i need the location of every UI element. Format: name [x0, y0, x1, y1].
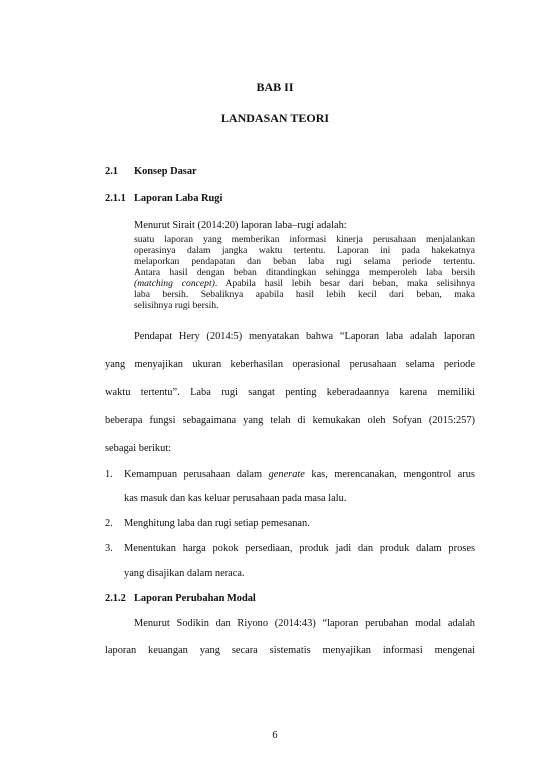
paragraph-line: Pendapat Hery (2014:5) menyatakan bahwa “Laporan laba adalah laporan: [134, 331, 475, 342]
chapter-heading: BAB II: [256, 80, 294, 94]
quote-line: laba bersih. Sebaliknya apabila hasil lebih kecil dari beban, maka: [134, 289, 475, 300]
page-number: 6: [272, 730, 278, 741]
subsection-title: Laporan Perubahan Modal: [134, 593, 256, 604]
list-item-continuation: kas masuk dan kas keluar perusahaan pada masa lalu.: [124, 493, 347, 504]
list-number: 3.: [105, 543, 113, 554]
paragraph-line: Menurut Sodikin dan Riyono (2014:43) “laporan perubahan modal adalah: [134, 618, 475, 629]
quote-line: suatu laporan yang memberikan informasi kinerja perusahaan menjalankan: [134, 234, 475, 245]
subsection-number: 2.1.1: [105, 193, 126, 204]
section-title: Konsep Dasar: [134, 166, 197, 177]
quote-line: melaporkan pendapatan dan beban laba rugi selama periode tertentu.: [134, 256, 475, 267]
quote-line-rest: . Apabila hasil lebih besar dari beban, maka selisihnya: [214, 278, 475, 289]
list-italic-term: generate: [268, 469, 305, 480]
list-item-text: Kemampuan perusahaan dalam generate kas, merencanakan, mengontrol arus: [124, 469, 475, 480]
list-number: 2.: [105, 518, 113, 529]
list-item-continuation: yang disajikan dalam neraca.: [124, 568, 245, 579]
paragraph-line: yang menyajikan ukuran keberhasilan operasional perusahaan selama periode: [105, 359, 475, 370]
list-number: 1.: [105, 469, 113, 480]
chapter-title: LANDASAN TEORI: [220, 111, 330, 125]
paragraph-line: waktu tertentu”. Laba rugi sangat penting keberadaannya karena memiliki: [105, 387, 475, 398]
quote-line: [134, 278, 475, 289]
paragraph-line: sebagai berikut:: [105, 443, 172, 454]
quote-line: selisihnya rugi bersih.: [134, 300, 219, 311]
block-quote: [134, 234, 475, 311]
paragraph-line: laporan keuangan yang secara sistematis menyajikan informasi mengenai: [105, 645, 475, 656]
section-number: 2.1: [105, 166, 118, 177]
paragraph-line: beberapa fungsi sebagaimana yang telah di kemukakan oleh Sofyan (2015:257): [105, 415, 475, 426]
quote-line: Antara hasil dengan beban ditandingkan sehingga memperoleh laba bersih: [134, 267, 475, 278]
subsection-title: Laporan Laba Rugi: [134, 193, 223, 204]
list-item-text: Menentukan harga pokok persediaan, produk jadi dan produk dalam proses: [124, 543, 475, 554]
quote-intro: Menurut Sirait (2014:20) laporan laba–rugi adalah:: [134, 220, 347, 231]
list-item-text: Menghitung laba dan rugi setiap pemesanan.: [124, 518, 310, 529]
quote-italic-term: (matching concept): [134, 278, 215, 289]
subsection-number: 2.1.2: [105, 593, 126, 604]
quote-line: operasinya dalam jangka waktu tertentu. Laporan ini pada hakekatnya: [134, 245, 475, 256]
